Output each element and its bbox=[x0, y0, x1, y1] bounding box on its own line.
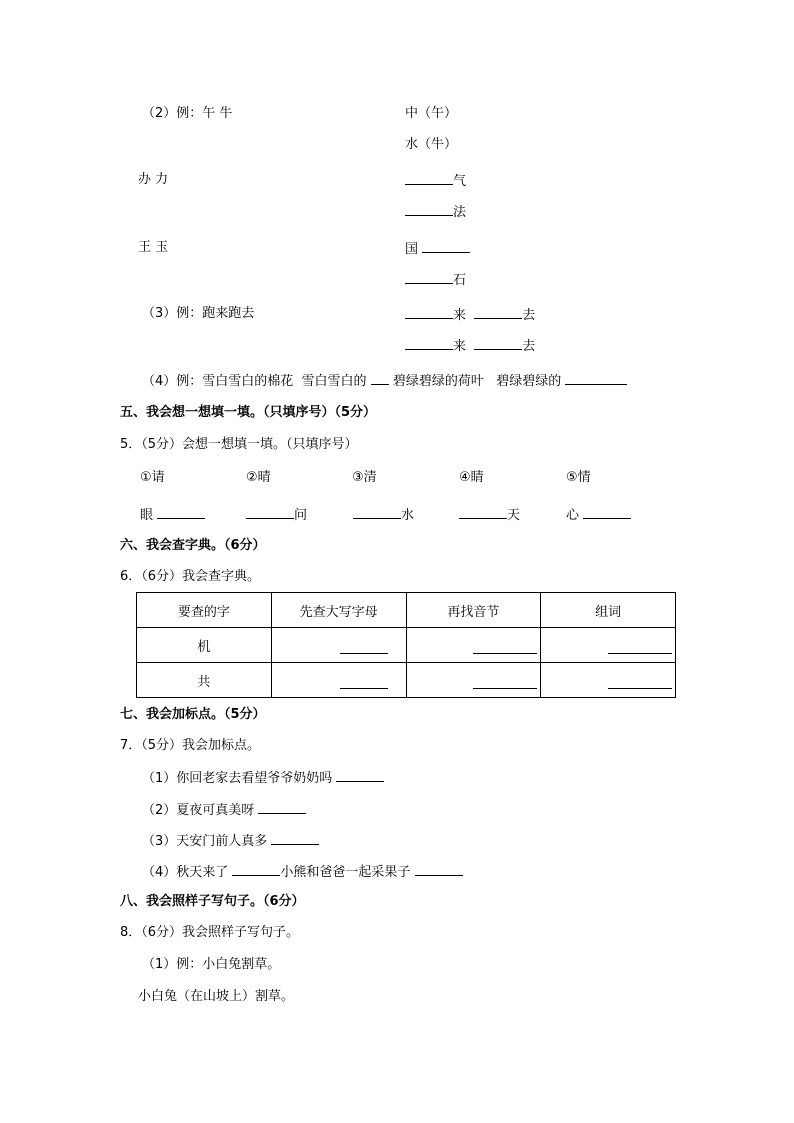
answer-cell[interactable] bbox=[271, 628, 406, 663]
answer-blank[interactable] bbox=[422, 240, 470, 253]
q4-part2-example1: 中（午） bbox=[405, 106, 458, 121]
option-5: ⑤情 bbox=[566, 470, 591, 485]
option-3: ③清 bbox=[352, 470, 377, 485]
punct-item-3: （3）天安门前人真多 bbox=[142, 832, 319, 850]
answer-blank[interactable] bbox=[565, 372, 627, 385]
answer-blank[interactable] bbox=[246, 506, 294, 519]
answer-blank[interactable] bbox=[258, 801, 306, 814]
q4-part3-line2: 来 去 bbox=[405, 337, 535, 355]
option-4: ④睛 bbox=[459, 470, 484, 485]
option-2: ②晴 bbox=[246, 470, 271, 485]
fill-3: 水 bbox=[353, 506, 414, 524]
fill-2: 问 bbox=[246, 506, 307, 524]
q4-pair2-a: 国 bbox=[405, 240, 470, 258]
answer-blank[interactable] bbox=[405, 271, 453, 284]
column-header: 组词 bbox=[541, 593, 676, 628]
q4-part3-line1: 来 去 bbox=[405, 306, 535, 324]
answer-cell[interactable] bbox=[271, 663, 406, 698]
fill-4: 天 bbox=[459, 506, 520, 524]
question6: 6．（6分）我会查字典。 bbox=[120, 569, 261, 584]
section8-heading: 八、我会照样子写句子。（6分） bbox=[120, 894, 305, 909]
column-header: 再找音节 bbox=[406, 593, 541, 628]
section5-heading: 五、我会想一想填一填。（只填序号）（5分） bbox=[120, 405, 377, 420]
example-answer: 小白兔（在山坡上）割草。 bbox=[138, 989, 295, 1004]
section7-heading: 七、我会加标点。（5分） bbox=[120, 707, 266, 722]
q4-pair1: 办 力 bbox=[138, 172, 169, 187]
table-row bbox=[137, 663, 676, 698]
answer-blank[interactable] bbox=[232, 863, 280, 876]
q4-part2-example2: 水（牛） bbox=[405, 137, 458, 152]
fill-1: 眼 bbox=[140, 506, 205, 524]
row-character: 共 bbox=[137, 663, 272, 698]
answer-cell[interactable] bbox=[406, 628, 541, 663]
q4-part2-label: （2）例：午 牛 bbox=[142, 106, 233, 121]
column-header: 要查的字 bbox=[137, 593, 272, 628]
answer-blank[interactable] bbox=[459, 506, 507, 519]
answer-blank[interactable] bbox=[405, 172, 453, 185]
punct-item-2: （2）夏夜可真美呀 bbox=[142, 801, 306, 819]
answer-cell[interactable] bbox=[541, 628, 676, 663]
dictionary-table bbox=[136, 592, 676, 698]
q4-part4: （4）例：雪白雪白的棉花 雪白雪白的 碧绿碧绿的荷叶 碧绿碧绿的 bbox=[142, 372, 627, 390]
example-label: （1）例：小白兔割草。 bbox=[142, 957, 281, 972]
table-header-row bbox=[137, 593, 676, 628]
question7: 7．（5分）我会加标点。 bbox=[120, 738, 261, 753]
q4-pair2-b: 石 bbox=[405, 271, 466, 289]
q4-pair2: 王 玉 bbox=[138, 240, 169, 255]
answer-blank[interactable] bbox=[405, 203, 453, 216]
section6-heading: 六、我会查字典。（6分） bbox=[120, 538, 266, 553]
question8: 8．（6分）我会照样子写句子。 bbox=[120, 925, 300, 940]
q4-pair1-a: 气 bbox=[405, 172, 466, 190]
answer-blank[interactable] bbox=[405, 306, 453, 319]
answer-blank[interactable] bbox=[271, 832, 319, 845]
punct-item-1: （1）你回老家去看望爷爷奶奶吗 bbox=[142, 769, 384, 787]
answer-blank[interactable] bbox=[474, 337, 522, 350]
q4-part3-label: （3）例：跑来跑去 bbox=[142, 306, 255, 321]
q4-pair1-b: 法 bbox=[405, 203, 466, 221]
answer-blank[interactable] bbox=[371, 372, 389, 385]
answer-cell[interactable] bbox=[541, 663, 676, 698]
punct-item-4: （4）秋天来了 小熊和爸爸一起采果子 bbox=[142, 863, 463, 881]
row-character: 机 bbox=[137, 628, 272, 663]
option-1: ①请 bbox=[140, 470, 165, 485]
answer-blank[interactable] bbox=[474, 306, 522, 319]
answer-blank[interactable] bbox=[336, 769, 384, 782]
answer-cell[interactable] bbox=[406, 663, 541, 698]
question5: 5．（5分）会想一想填一填。（只填序号） bbox=[120, 437, 358, 452]
answer-blank[interactable] bbox=[405, 337, 453, 350]
answer-blank[interactable] bbox=[583, 506, 631, 519]
answer-blank[interactable] bbox=[353, 506, 401, 519]
answer-blank[interactable] bbox=[415, 863, 463, 876]
fill-5: 心 bbox=[566, 506, 631, 524]
answer-blank[interactable] bbox=[157, 506, 205, 519]
table-row bbox=[137, 628, 676, 663]
column-header: 先查大写字母 bbox=[271, 593, 406, 628]
